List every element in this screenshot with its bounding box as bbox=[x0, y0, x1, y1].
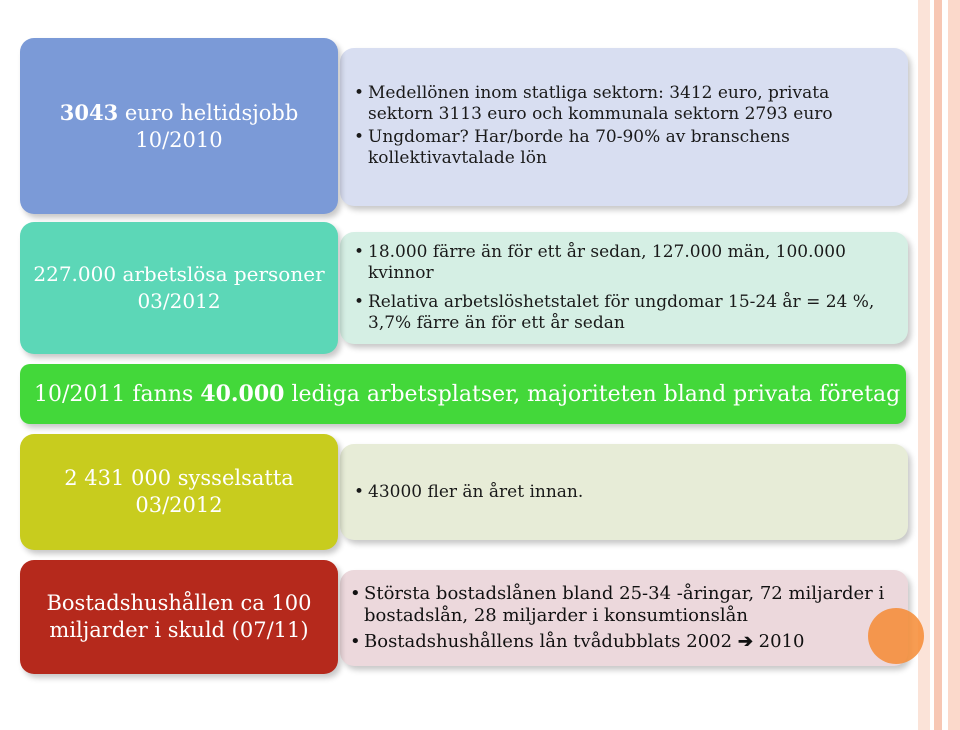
row1-summary-label: euro heltidsjobb 10/2010 bbox=[118, 100, 299, 152]
row2-summary-text: 227.000 arbetslösa personer 03/2012 bbox=[33, 262, 325, 313]
row5-bullet-2-suffix: 2010 bbox=[752, 631, 805, 652]
row2-bullet-list bbox=[354, 242, 890, 334]
row3-banner bbox=[20, 364, 906, 424]
decor-stripe bbox=[948, 0, 960, 730]
row1-summary-value: 3043 bbox=[59, 99, 119, 125]
row3-banner-prefix: 10/2011 fanns bbox=[34, 381, 201, 407]
row3-banner-value: 40.000 bbox=[200, 381, 285, 407]
decor-circle bbox=[868, 608, 924, 664]
row5-bullet-1: • Största bostadslånen bland 25-34 -åringar, 72 miljarder i bostadslån, 28 miljarder i konsumtionslån bbox=[350, 583, 894, 627]
row2-bullet-2: • Relativa arbetslöshetstalet för ungdomar 15-24 år = 24 %, 3,7% färre än för ett år sedan bbox=[354, 292, 890, 334]
arrow-right-icon: ➔ bbox=[737, 631, 753, 652]
row1-summary-text bbox=[30, 99, 328, 154]
row5-bullet-list bbox=[350, 583, 894, 653]
row4-summary-box bbox=[20, 434, 338, 550]
row3-banner-suffix: lediga arbetsplatser, majoriteten bland privata företag bbox=[284, 381, 901, 407]
row4-bullet-list bbox=[354, 482, 890, 502]
row5-bullet-2 bbox=[350, 631, 894, 653]
row5-bullet-2-prefix: Bostadshushållens lån tvådubblats 2002 bbox=[364, 631, 738, 652]
row5-summary-text: Bostadshushållen ca 100 miljarder i skuld (07/11) bbox=[46, 591, 312, 642]
row2-details-box bbox=[340, 232, 908, 344]
row4-bullet-1: • 43000 fler än året innan. bbox=[354, 482, 890, 502]
row1-bullet-1: • Medellönen inom statliga sektorn: 3412 euro, privata sektorn 3113 euro och kommunala sektorn 2793 euro bbox=[354, 83, 890, 125]
decor-stripe bbox=[934, 0, 942, 730]
row2-bullet-1: • 18.000 färre än för ett år sedan, 127.000 män, 100.000 kvinnor bbox=[354, 242, 890, 284]
row1-details-box bbox=[340, 48, 908, 206]
row1-bullet-2: • Ungdomar? Har/borde ha 70-90% av branschens kollektivavtalade lön bbox=[354, 127, 890, 169]
row2-summary-box bbox=[20, 222, 338, 354]
row4-details-box bbox=[340, 444, 908, 540]
row1-bullet-list bbox=[354, 83, 890, 171]
row1-summary-box bbox=[20, 38, 338, 214]
row4-summary-text: 2 431 000 sysselsatta 03/2012 bbox=[64, 466, 294, 517]
row5-summary-box bbox=[20, 560, 338, 674]
row5-details-box bbox=[340, 570, 908, 666]
